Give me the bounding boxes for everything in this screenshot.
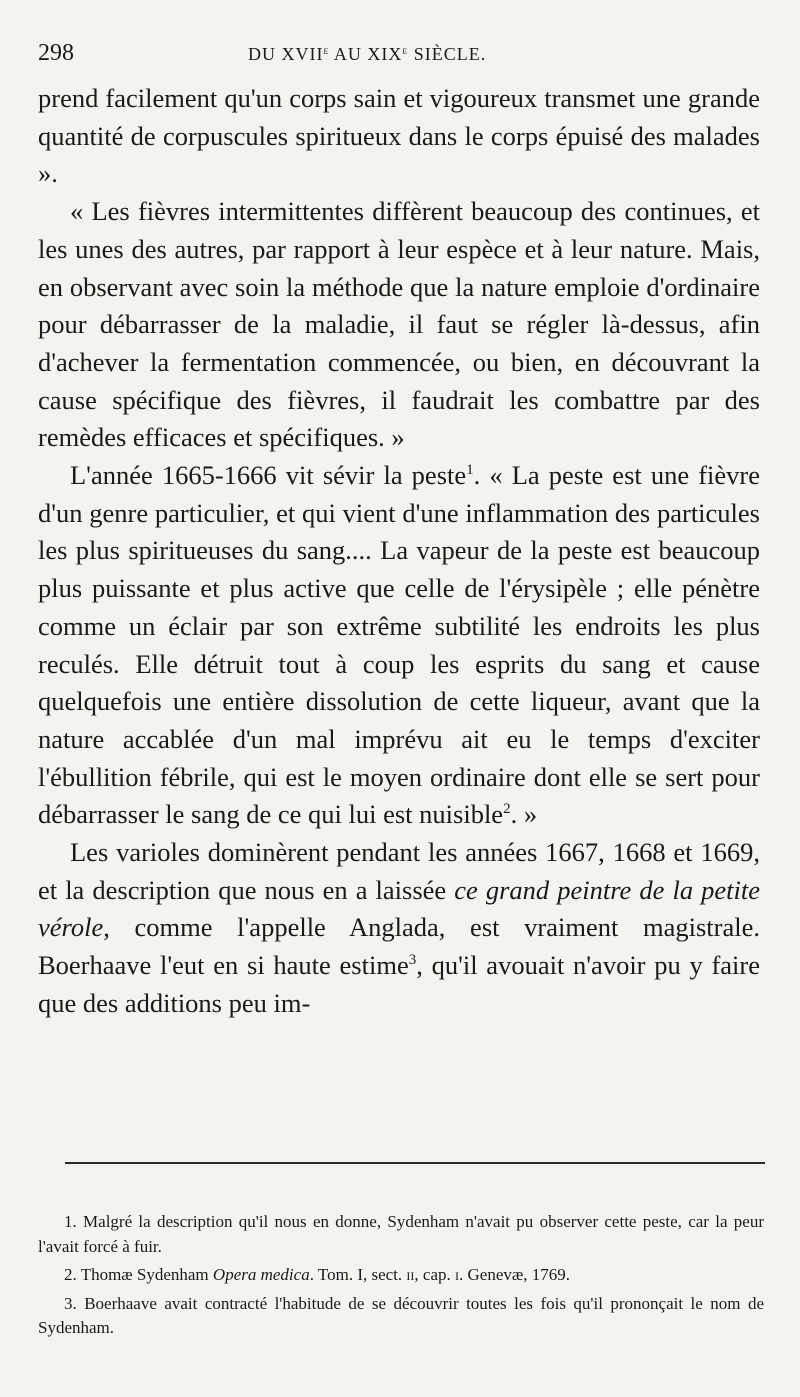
footnote-divider <box>65 1162 765 1164</box>
text-span: , cap. <box>414 1265 456 1284</box>
text-span: . Genevæ, 1769. <box>459 1265 570 1284</box>
text-span: , qu'il avouait n'avoir pu y faire que des additions peu im- <box>38 950 760 1018</box>
italic-title: Opera medica <box>212 1265 310 1284</box>
page-header <box>38 38 760 72</box>
main-text <box>38 80 760 1023</box>
page-number: 298 <box>38 40 74 66</box>
running-head-part: SIÈCLE. <box>408 44 487 64</box>
small-caps-numeral: i <box>455 1265 460 1284</box>
text-span: 2. Thomæ Sydenham <box>64 1265 213 1284</box>
running-head-part: DU XVII <box>248 44 324 64</box>
text-span: L'année 1665-1666 vit sévir la peste <box>70 460 467 491</box>
paragraph-smallpox <box>38 834 760 1023</box>
footnote-3: 3. Boerhaave avait contracté l'habitude de se découvrir toutes les fois qu'il prononçait le nom de Sydenham. <box>38 1293 764 1337</box>
paragraph-continuation: prend facilement qu'un corps sain et vigoureux transmet une grande quantité de corpuscules spiritueux dans le corps épuisé des malades ». <box>38 83 760 189</box>
running-head-superscript: e <box>402 43 409 57</box>
text-span: , comme l'appelle Anglada, est vraiment magistrale. Boerhaave l'eut en si haute estime <box>38 912 760 981</box>
running-head <box>248 41 486 67</box>
paragraph-plague <box>38 457 760 834</box>
running-head-part: AU XIX <box>329 44 403 64</box>
text-span: Les varioles dominèrent pendant les années 1667, 1668 et 1669, et la description que nous en a laissée <box>38 837 760 905</box>
italic-quote: ce grand peintre de la petite vérole <box>38 874 760 943</box>
footnote-1: 1. Malgré la description qu'il nous en donne, Sydenham n'avait pu observer cette peste, car la peur l'avait forcé à fuir. <box>38 1212 764 1256</box>
footnote-ref-1[interactable]: 1 <box>466 462 474 479</box>
text-span: . » <box>510 799 538 830</box>
text-span: . « La peste est une fièvre d'un genre particulier, et qui vient d'une inflammation des particules les plus spiritueuses du sang.... La vapeur de la peste est beaucoup plus puissante et plus active que celle de l'érysipèle ; elle pénètre comme un éclair par son extrême subtilité les endroits les plus reculés. Elle détruit tout à coup les esprits du sang et cause quelquefois une entière dissolution de cette liqueur, avant que la nature accablée d'un mal imprévu ait eu le temps d'exciter l'ébullition fébrile, qui est le moyen ordinaire dont elle se sert pour débarrasser le sang de ce qui lui est nuisible <box>38 460 760 830</box>
paragraph-fevers: « Les fièvres intermittentes diffèrent beaucoup des continues, et les unes des autres, par rapport à leur espèce et à leur nature. Mais, en observant avec soin la méthode que la nature emploie d'ordinaire pour débarrasser de la maladie, il faut se régler là-dessus, afin d'achever la fermentation commencée, ou bien, en découvrant la cause spécifique des fièvres, il faudrait les combattre par des remèdes efficaces et spécifiques. » <box>38 196 760 453</box>
footnote-2 <box>38 1263 764 1288</box>
text-span: . Tom. I, sect. <box>309 1265 407 1284</box>
footnote-ref-2[interactable]: 2 <box>503 801 511 818</box>
footnotes <box>38 1210 764 1345</box>
small-caps-numeral: ii <box>406 1265 415 1284</box>
footnote-ref-3[interactable]: 3 <box>408 952 417 969</box>
running-head-superscript: e <box>323 43 330 57</box>
